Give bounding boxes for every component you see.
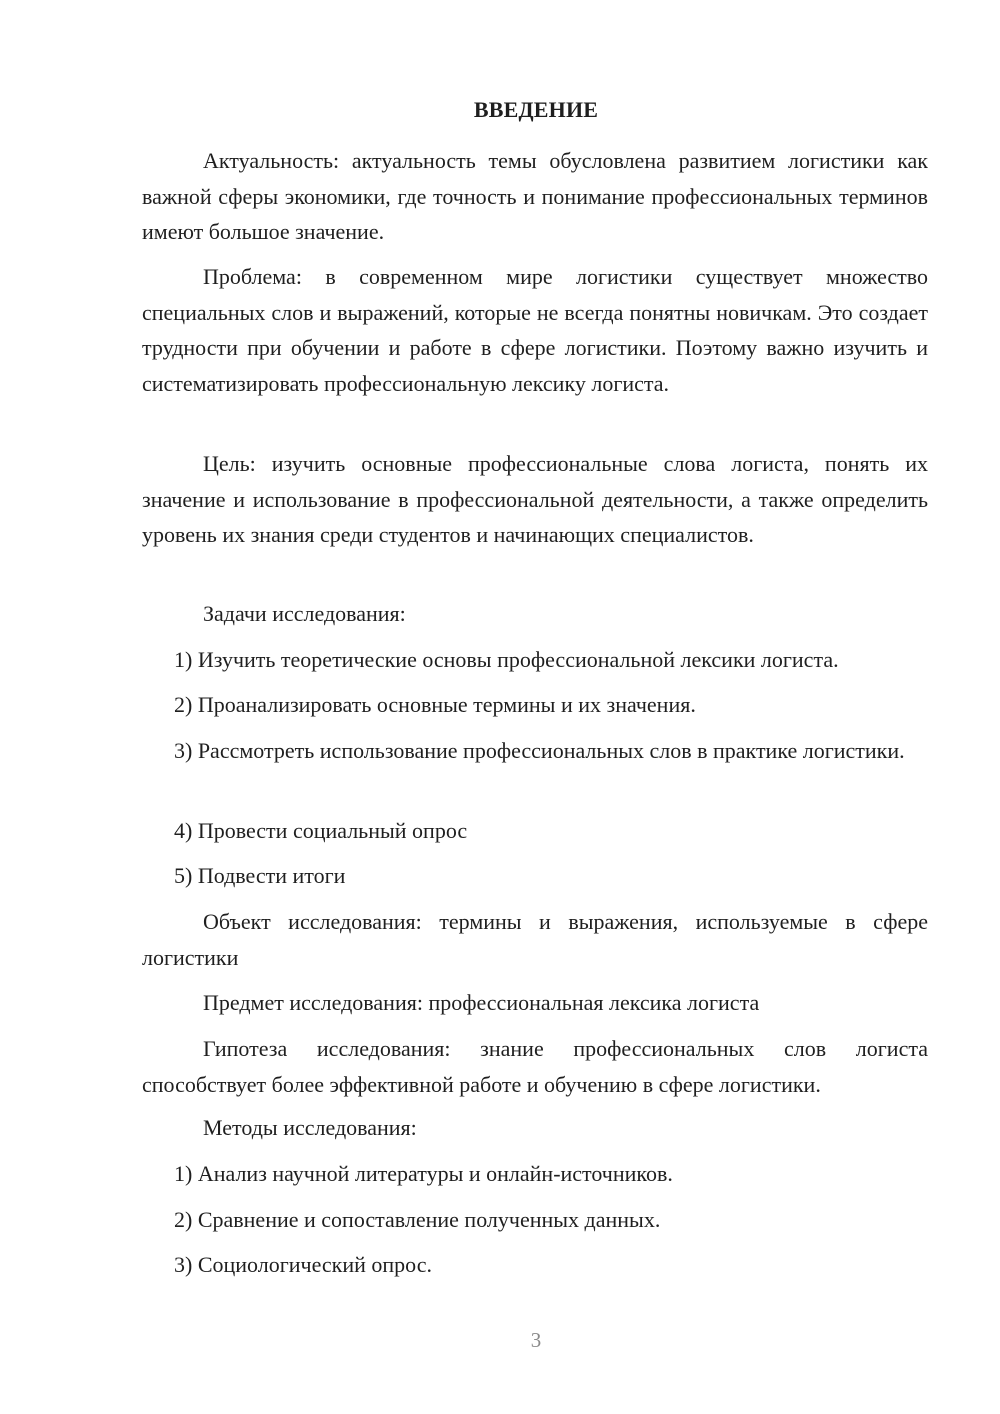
task-item-2: 2) Проанализировать основные термины и их значения. (174, 692, 696, 717)
task-item-3: 3) Рассмотреть использование профессиональных слов в практике логистики. (174, 738, 905, 763)
tasks-title: Задачи исследования: (203, 601, 406, 626)
task-item-5: 5) Подвести итоги (174, 863, 346, 888)
paragraph-relevance: Актуальность: актуальность темы обусловлена развитием логистики как важной сферы экономики, где точность и понимание профессиональных терминов имеют большое значение. (142, 148, 928, 244)
paragraph-goal: Цель: изучить основные профессиональные слова логиста, понять их значение и использование в профессиональной деятельности, а также определить уровень их знания среди студентов и начинающих специалистов. (142, 451, 928, 547)
page-number: 3 (530, 1328, 542, 1352)
paragraph-problem: Проблема: в современном мире логистики существует множество специальных слов и выражений, которые не всегда понятны новичкам. Это создает трудности при обучении и работе в сфере логистики. Поэтому важно изучить и систематизировать профессиональную лексику логиста. (142, 264, 928, 396)
task-item-4: 4) Провести социальный опрос (174, 818, 468, 843)
method-item-1: 1) Анализ научной литературы и онлайн-источников. (174, 1161, 673, 1186)
method-item-2: 2) Сравнение и сопоставление полученных данных. (174, 1207, 661, 1232)
method-item-3: 3) Социологический опрос. (174, 1252, 432, 1277)
paragraph-subject: Предмет исследования: профессиональная лексика логиста (203, 990, 760, 1015)
paragraph-hypothesis: Гипотеза исследования: знание профессиональных слов логиста способствует более эффективной работе и обучению в сфере логистики. (142, 1036, 928, 1097)
task-item-1: 1) Изучить теоретические основы профессиональной лексики логиста. (174, 647, 839, 672)
paragraph-object: Объект исследования: термины и выражения, используемые в сфере логистики (142, 909, 928, 970)
methods-title: Методы исследования: (203, 1115, 417, 1140)
page-title: ВВЕДЕНИЕ (473, 97, 599, 122)
